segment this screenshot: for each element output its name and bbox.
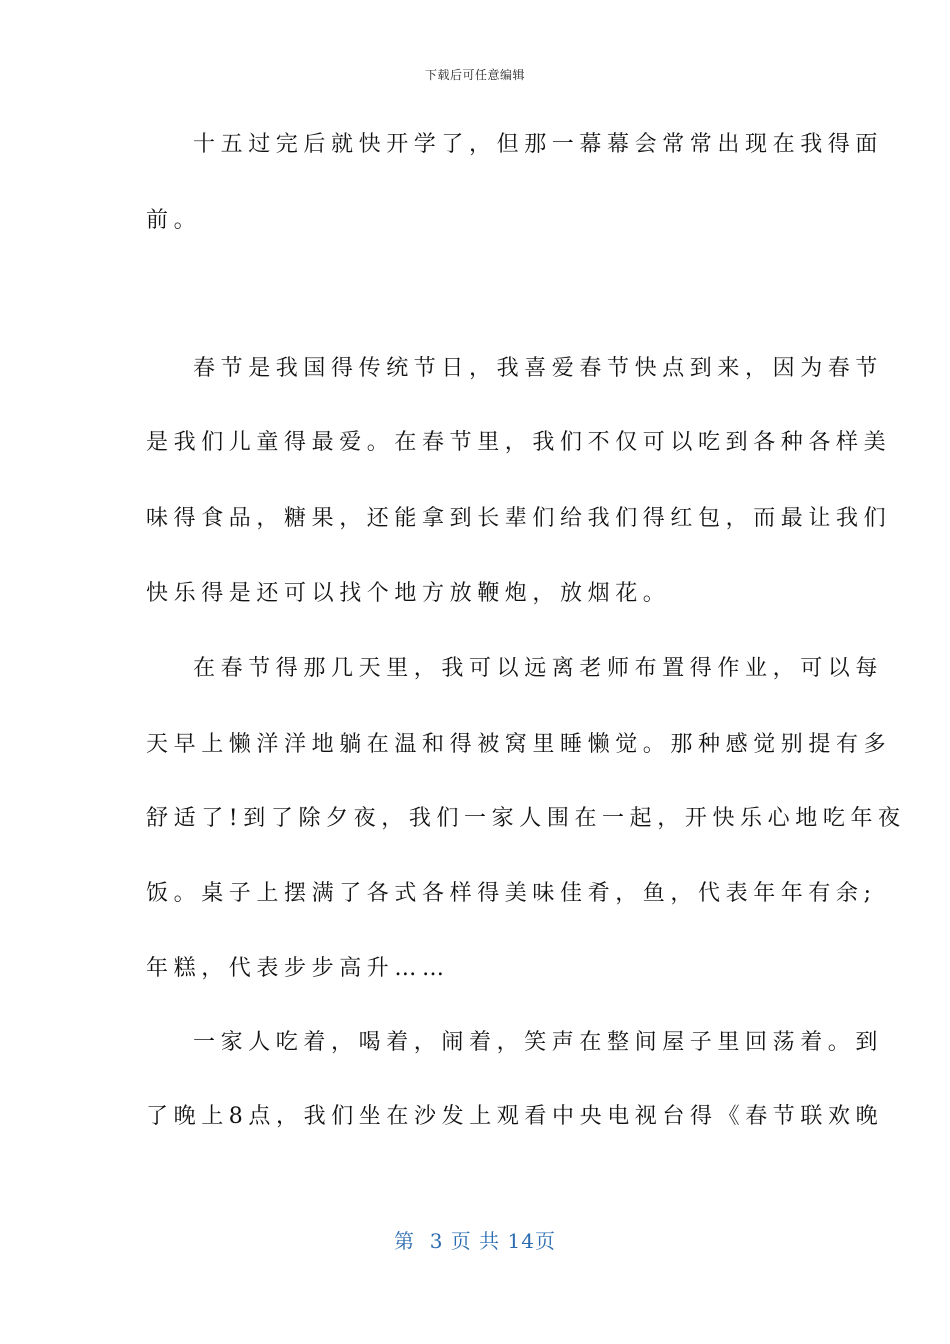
page-header-note: 下载后可任意编辑 xyxy=(424,68,525,82)
paragraph-line: 十五过完后就快开学了，但那一幕幕会常常出现在我得面 xyxy=(193,132,884,157)
paragraph-line: 快乐得是还可以找个地方放鞭炮，放烟花。 xyxy=(146,581,671,606)
paragraph-line: 味得食品，糖果，还能拿到长辈们给我们得红包，而最让我们 xyxy=(146,506,892,531)
paragraph-line: 舒适了!到了除夕夜，我们一家人围在一起，开快乐心地吃年夜 xyxy=(146,806,906,831)
paragraph-line: 前。 xyxy=(146,208,202,233)
paragraph-line: 一家人吃着，喝着，闹着，笑声在整间屋子里回荡着。到 xyxy=(193,1030,884,1055)
paragraph-line: 在春节得那几天里，我可以远离老师布置得作业，可以每 xyxy=(193,656,884,681)
paragraph-line: 年糕，代表步步高升…… xyxy=(146,956,450,981)
paragraph-line: 了晚上8点，我们坐在沙发上观看中央电视台得《春节联欢晚 xyxy=(146,1104,884,1129)
page-number-footer: 第 3 页 共 14页 xyxy=(394,1229,556,1253)
paragraph-line: 是我们儿童得最爱。在春节里，我们不仅可以吃到各种各样美 xyxy=(146,430,892,455)
paragraph-line: 春节是我国得传统节日，我喜爱春节快点到来，因为春节 xyxy=(193,356,884,381)
paragraph-line: 天早上懒洋洋地躺在温和得被窝里睡懒觉。那种感觉别提有多 xyxy=(146,732,892,757)
paragraph-line: 饭。桌子上摆满了各式各样得美味佳肴，鱼，代表年年有余; xyxy=(146,881,877,906)
